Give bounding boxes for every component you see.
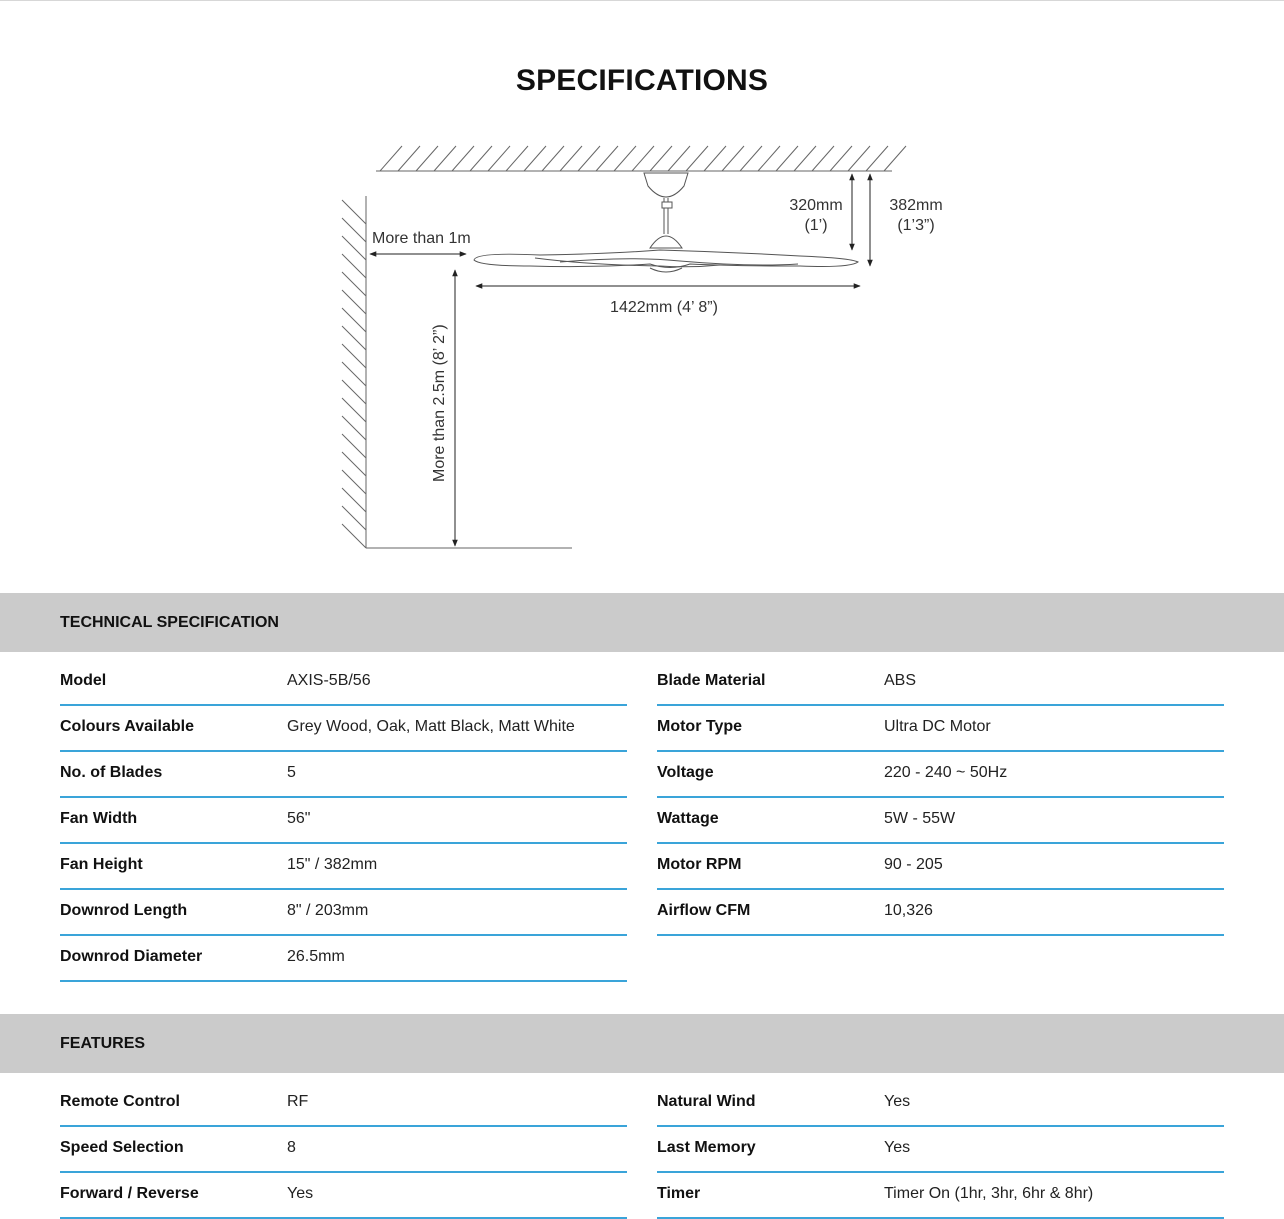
feature-value: 8 bbox=[287, 1139, 296, 1156]
spec-value: 8" / 203mm bbox=[287, 902, 369, 919]
spec-value: 10,326 bbox=[884, 902, 933, 919]
technical-spec-right-column bbox=[657, 660, 1224, 936]
spec-value: 5 bbox=[287, 764, 296, 781]
spec-row bbox=[657, 890, 1224, 936]
height-a-imperial-label: (1’) bbox=[804, 217, 828, 234]
feature-value: Yes bbox=[884, 1093, 911, 1110]
spec-value: 56" bbox=[287, 810, 311, 827]
spec-row bbox=[60, 798, 627, 844]
spec-row bbox=[60, 936, 627, 982]
feature-row bbox=[657, 1127, 1224, 1173]
feature-value: Yes bbox=[287, 1185, 314, 1202]
blade-span-label: 1422mm (4’ 8”) bbox=[610, 299, 718, 316]
spec-row bbox=[657, 660, 1224, 706]
spec-label: Motor Type bbox=[657, 718, 743, 735]
spec-value: Grey Wood, Oak, Matt Black, Matt White bbox=[287, 718, 575, 735]
technical-spec-header bbox=[0, 593, 1284, 652]
feature-label: Last Memory bbox=[657, 1139, 756, 1156]
wall-hatch bbox=[342, 196, 366, 548]
spec-value: 26.5mm bbox=[287, 948, 345, 965]
feature-label: Speed Selection bbox=[60, 1139, 184, 1156]
spec-row bbox=[657, 798, 1224, 844]
height-a-mm-label: 320mm bbox=[789, 197, 843, 214]
spec-value: 15" / 382mm bbox=[287, 856, 378, 873]
spec-label: Model bbox=[60, 672, 107, 689]
features-right-column bbox=[657, 1081, 1224, 1219]
feature-label: Forward / Reverse bbox=[60, 1185, 199, 1202]
spec-row bbox=[657, 844, 1224, 890]
spec-value: Ultra DC Motor bbox=[884, 718, 991, 735]
spec-label: Wattage bbox=[657, 810, 719, 827]
spec-label: Fan Width bbox=[60, 810, 138, 827]
spec-label: Airflow CFM bbox=[657, 902, 751, 919]
spec-label: No. of Blades bbox=[60, 764, 163, 781]
spec-row bbox=[60, 844, 627, 890]
spec-row bbox=[60, 752, 627, 798]
spec-label: Colours Available bbox=[60, 718, 194, 735]
feature-row bbox=[657, 1081, 1224, 1127]
spec-row bbox=[60, 660, 627, 706]
feature-label: Natural Wind bbox=[657, 1093, 756, 1110]
technical-spec-title: TECHNICAL SPECIFICATION bbox=[60, 614, 279, 631]
features-header bbox=[0, 1014, 1284, 1073]
feature-row bbox=[60, 1081, 627, 1127]
feature-label: Timer bbox=[657, 1185, 701, 1202]
feature-value: Yes bbox=[884, 1139, 911, 1156]
page-title: SPECIFICATIONS bbox=[515, 64, 769, 97]
feature-row bbox=[60, 1127, 627, 1173]
spec-label: Fan Height bbox=[60, 856, 143, 873]
spec-row bbox=[60, 706, 627, 752]
features-left-column bbox=[60, 1081, 627, 1219]
spec-value: ABS bbox=[884, 672, 917, 689]
spec-label: Motor RPM bbox=[657, 856, 742, 873]
spec-row bbox=[657, 706, 1224, 752]
spec-value: 220 - 240 ~ 50Hz bbox=[884, 764, 1008, 781]
feature-value: RF bbox=[287, 1093, 309, 1110]
spec-value: 90 - 205 bbox=[884, 856, 943, 873]
floor-clearance-label: More than 2.5m (8’ 2”) bbox=[431, 324, 448, 482]
height-b-imperial-label: (1’3”) bbox=[897, 217, 935, 234]
spec-row bbox=[657, 752, 1224, 798]
wall-clearance-label: More than 1m bbox=[372, 230, 471, 247]
spec-value: 5W - 55W bbox=[884, 810, 956, 827]
spec-label: Voltage bbox=[657, 764, 714, 781]
features-title: FEATURES bbox=[60, 1035, 146, 1052]
spec-label: Blade Material bbox=[657, 672, 766, 689]
feature-row bbox=[657, 1173, 1224, 1219]
feature-value: Timer On (1hr, 3hr, 6hr & 8hr) bbox=[884, 1185, 1094, 1202]
spec-value: AXIS-5B/56 bbox=[287, 672, 371, 689]
technical-spec-left-column bbox=[60, 660, 627, 982]
height-b-mm-label: 382mm bbox=[889, 197, 943, 214]
feature-label: Remote Control bbox=[60, 1093, 180, 1110]
installation-diagram bbox=[330, 138, 970, 558]
spec-label: Downrod Length bbox=[60, 902, 188, 919]
spec-row bbox=[60, 890, 627, 936]
ceiling-fan-drawing bbox=[474, 173, 858, 272]
spec-label: Downrod Diameter bbox=[60, 948, 203, 965]
top-rule bbox=[0, 0, 1284, 1]
feature-row bbox=[60, 1173, 627, 1219]
ceiling-hatch bbox=[376, 146, 906, 171]
